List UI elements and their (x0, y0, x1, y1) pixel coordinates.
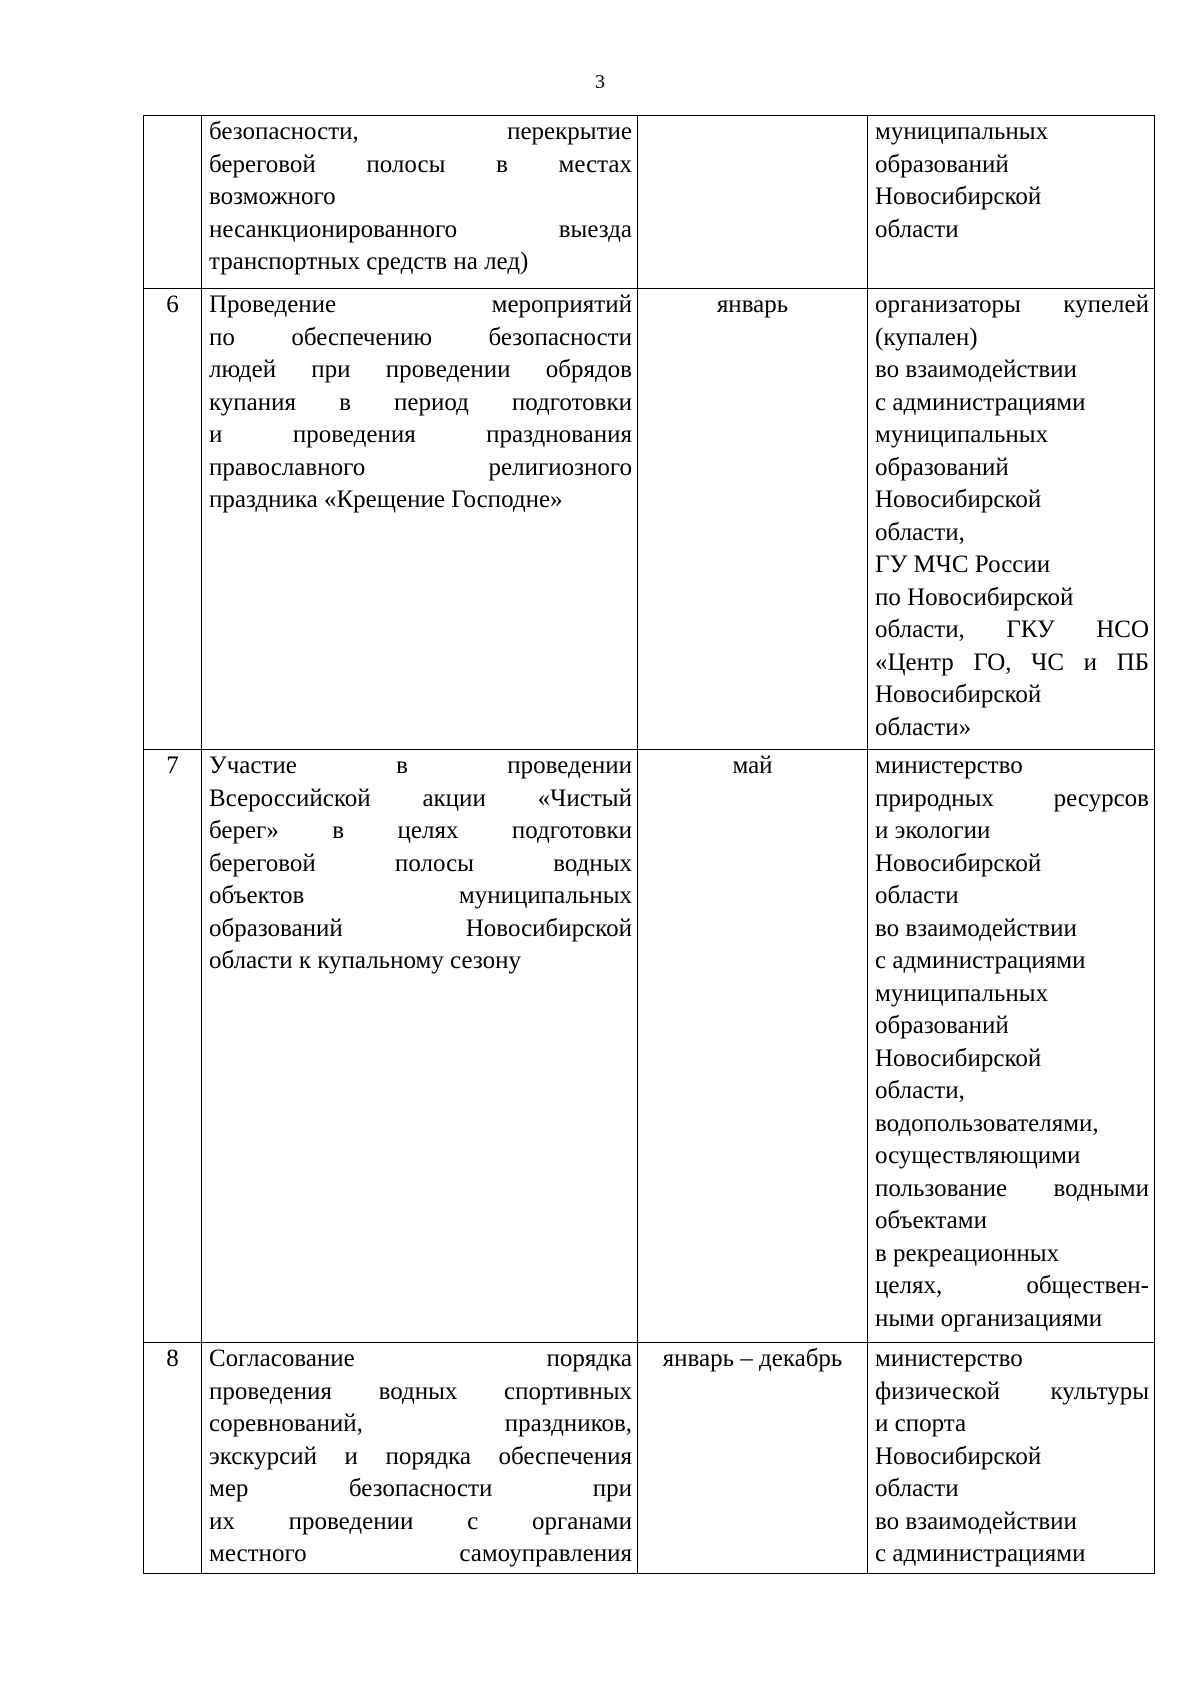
responsible-line: области, ГКУ НСО (875, 616, 1149, 643)
responsible-line: ными организациями (875, 1304, 1103, 1332)
responsible-line: (купален) (875, 323, 978, 351)
event-line: купания в период подготовки (209, 388, 632, 416)
responsible-line: области, (875, 518, 965, 546)
measures-table (143, 115, 1155, 1574)
responsible-cell (868, 750, 1155, 1343)
event-line: местного самоуправления (209, 1540, 632, 1567)
row-number-cell (144, 116, 202, 289)
event-cell (202, 750, 638, 1343)
responsible-line: во взаимодействии (875, 356, 1077, 383)
responsible-line: природных ресурсов (875, 784, 1149, 812)
responsible-line: в рекреационных (875, 1239, 1060, 1267)
responsible-line: объектами (875, 1207, 987, 1234)
date-cell: май (638, 750, 868, 1343)
responsible-line: Новосибирской (875, 1442, 1042, 1470)
table-row (144, 1343, 1155, 1574)
page-number: 3 (595, 71, 605, 93)
event-line: берег» в целях подготовки (209, 817, 632, 844)
responsible-line: области» (875, 713, 972, 741)
responsible-line: области (875, 215, 959, 243)
responsible-line: пользование водными (875, 1174, 1149, 1202)
event-line: экскурсий и порядка обеспечения (209, 1442, 632, 1470)
responsible-line: во взаимодействии (875, 914, 1077, 942)
responsible-line: Новосибирской (875, 849, 1042, 877)
responsible-line: Новосибирской (875, 183, 1042, 210)
row-number-cell: 8 (144, 1343, 202, 1574)
responsible-line: целях, обществен- (875, 1272, 1149, 1299)
event-line: Всероссийской акции «Чистый (209, 784, 632, 812)
responsible-line: муниципальных (875, 979, 1049, 1007)
responsible-line: и спорта (875, 1410, 967, 1437)
row-number-cell: 6 (144, 289, 202, 750)
responsible-line: во взаимодействии (875, 1507, 1077, 1535)
responsible-line: образований (875, 1012, 1009, 1039)
event-line: соревнований, праздников, (209, 1410, 632, 1437)
event-cell (202, 1343, 638, 1574)
event-line: Участие в проведении (209, 752, 632, 779)
event-line: проведения водных спортивных (209, 1377, 632, 1405)
event-cell (202, 289, 638, 750)
event-line: их проведении с органами (209, 1507, 632, 1535)
responsible-line: по Новосибирской (875, 583, 1074, 611)
event-line: праздника «Крещение Господне» (209, 486, 563, 513)
event-line: людей при проведении обрядов (209, 356, 632, 383)
responsible-line: Новосибирской (875, 1044, 1042, 1072)
event-line: объектов муниципальных (209, 882, 632, 909)
responsible-line: министерство (875, 752, 1023, 779)
responsible-line: области (875, 882, 959, 909)
table-row (144, 116, 1155, 289)
responsible-cell (868, 1343, 1155, 1574)
event-line: Проведение мероприятий (209, 291, 632, 318)
event-line: по обеспечению безопасности (209, 323, 632, 351)
responsible-line: образований (875, 150, 1009, 178)
responsible-line: области (875, 1475, 959, 1502)
responsible-line: муниципальных (875, 421, 1049, 448)
event-line: области к купальному сезону (209, 947, 521, 974)
event-line: Согласование порядка (209, 1345, 632, 1372)
event-line: и проведения празднования (209, 421, 632, 448)
date-cell: январь – декабрь (638, 1343, 868, 1574)
responsible-line: министерство (875, 1345, 1023, 1372)
event-line: православного религиозного (209, 453, 632, 481)
event-line: береговой полосы водных (209, 849, 632, 877)
event-line: береговой полосы в местах (209, 150, 632, 178)
responsible-cell (868, 116, 1155, 289)
event-cell (202, 116, 638, 289)
responsible-line: образований (875, 453, 1009, 481)
responsible-line: и экологии (875, 817, 991, 844)
responsible-line: Новосибирской (875, 681, 1042, 708)
table-row (144, 750, 1155, 1343)
responsible-line: осуществляющими (875, 1142, 1081, 1169)
responsible-line: с администрациями (875, 947, 1086, 974)
responsible-line: области, (875, 1077, 965, 1104)
responsible-line: с администрациями (875, 388, 1086, 416)
responsible-line: организаторы купелей (875, 291, 1149, 318)
responsible-line: физической культуры (875, 1377, 1149, 1405)
responsible-line: водопользователями, (875, 1109, 1099, 1137)
event-line: образований Новосибирской (209, 914, 632, 942)
event-line: несанкционированного выезда (209, 215, 632, 243)
row-number-cell: 7 (144, 750, 202, 1343)
table-row (144, 289, 1155, 750)
event-line: безопасности, перекрытие (209, 118, 632, 145)
date-cell: январь (638, 289, 868, 750)
event-line: мер безопасности при (209, 1475, 632, 1502)
responsible-line: с администрациями (875, 1540, 1086, 1567)
event-line: возможного (209, 183, 336, 210)
responsible-line: ГУ МЧС России (875, 551, 1051, 578)
responsible-line: «Центр ГО, ЧС и ПБ (875, 648, 1149, 676)
event-line: транспортных средств на лед) (209, 248, 529, 275)
responsible-line: муниципальных (875, 118, 1049, 145)
responsible-line: Новосибирской (875, 486, 1042, 513)
date-cell (638, 116, 868, 289)
responsible-cell (868, 289, 1155, 750)
